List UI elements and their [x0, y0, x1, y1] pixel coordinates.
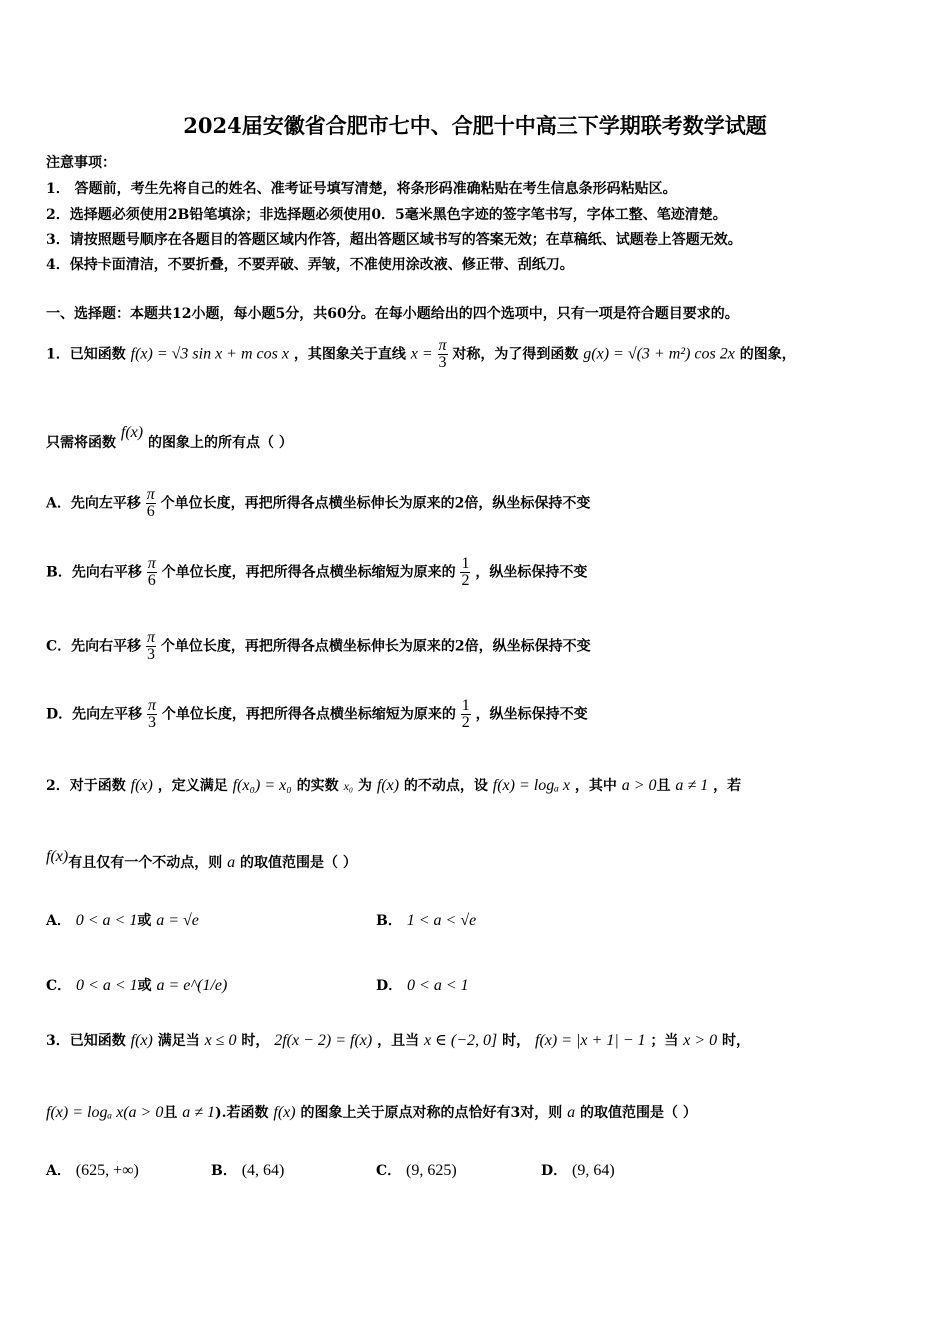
notice-item-4: 4．保持卡面清洁，不要折叠，不要弄破、弄皱，不准使用涂改液、修正带、刮纸刀。 — [46, 257, 574, 273]
q2-fx: f(x) — [130, 777, 153, 794]
q3-option-d[interactable]: D． (9, 64) — [541, 1162, 615, 1179]
q1-line: x = — [410, 345, 433, 363]
question-1-line-2 — [46, 424, 293, 452]
q1-function-g: g(x) = √(3 + m²) cos 2x — [583, 345, 735, 363]
q1-line-fraction: $\frac{\pi}{3}$ — [438, 337, 447, 371]
q1-option-d[interactable]: D．先向左平移 $\frac{\pi}{3}$ 个单位长度，再把所得各点横坐标缩短为原来的 $\frac{1}{2}$ ，纵坐标保持不变 — [46, 697, 588, 731]
q1-text-3: 对称，为了得到函数 — [452, 346, 579, 363]
notice-heading: 注意事项： — [46, 155, 116, 171]
q1-text-5: 只需将函数 — [46, 435, 116, 451]
q2-x0: x₀ — [343, 779, 354, 793]
q2-flog: f(x) = logₐ x — [492, 777, 570, 794]
q2-option-b[interactable]: B． 1 < a < √e — [376, 912, 477, 929]
question-3: 3．已知函数 f(x) 满足当 x ≤ 0 时， 2f(x − 2) = f(x) ，且当 x ∈ (−2, 0] 时， f(x) = |x + 1| − 1 ；当 x > 0 时， — [46, 1032, 751, 1049]
q2-option-a[interactable]: A． 0 < a < 1或 a = √e — [46, 912, 199, 929]
q1-option-c[interactable]: C．先向右平移 $\frac{\pi}{3}$ 个单位长度，再把所得各点横坐标伸长为原来的2倍，纵坐标保持不变 — [46, 629, 591, 663]
question-2-line-2: f(x)有且仅有一个不动点，则 a 的取值范围是（ ） — [46, 848, 357, 871]
notice-item-2: 2．选择题必须使用2B铅笔填涂；非选择题必须使用0．5毫米黑色字迹的签字笔书写，字体工整、笔迹清楚。 — [46, 207, 727, 223]
question-3-line-2: f(x) = logₐ x(a > 0且 a ≠ 1).若函数 f(x) 的图象上关于原点对称的点恰好有3对，则 a 的取值范围是（ ） — [46, 1104, 697, 1121]
q3-option-c[interactable]: C． (9, 625) — [376, 1162, 457, 1179]
q2-fx0: f(x₀) = x₀ — [232, 777, 292, 794]
page-title: 2024届安徽省合肥市七中、合肥十中高三下学期联考数学试题 — [183, 113, 767, 138]
q1-option-b[interactable]: B．先向右平移 $\frac{\pi}{6}$ 个单位长度，再把所得各点横坐标缩短为原来的 $\frac{1}{2}$ ，纵坐标保持不变 — [46, 555, 588, 589]
question-2: 2．对于函数 f(x) ，定义满足 f(x₀) = x₀ 的实数 x₀ 为 f(x) 的不动点，设 f(x) = logₐ x ，其中 a > 0且 a ≠ 1 ，若 — [46, 777, 742, 794]
section-heading: 一、选择题：本题共12小题，每小题5分，共60分。在每小题给出的四个选项中，只有一项是符合题目要求的。 — [46, 306, 739, 322]
q1-fx: f(x) — [120, 424, 144, 441]
q1-text-1: 1．已知函数 — [46, 346, 126, 363]
notice-item-3: 3．请按照题号顺序在各题目的答题区域内作答，超出答题区域书写的答案无效；在草稿纸、试题卷上答题无效。 — [46, 232, 742, 248]
q3-option-a[interactable]: A． (625, +∞) — [46, 1162, 139, 1179]
q1-option-a[interactable]: A．先向左平移 $\frac{\pi}{6}$ 个单位长度，再把所得各点横坐标伸长为原来的2倍，纵坐标保持不变 — [46, 486, 591, 520]
q1-text-2: ，其图象关于直线 — [293, 346, 406, 363]
q1-text-6: 的图象上的所有点（ ） — [147, 435, 293, 451]
q1-text-4: 的图象， — [739, 346, 796, 363]
q2-option-d[interactable]: D． 0 < a < 1 — [376, 977, 469, 994]
q1-function-f: f(x) = √3 sin x + m cos x — [130, 345, 289, 363]
notice-item-1: 1． 答题前，考生先将自己的姓名、准考证号填写清楚，将条形码准确粘贴在考生信息条形码粘贴区。 — [46, 181, 677, 197]
question-1 — [46, 338, 796, 371]
q2-option-c[interactable]: C． 0 < a < 1或 a = e^(1/e) — [46, 977, 228, 994]
q3-option-b[interactable]: B． (4, 64) — [211, 1162, 285, 1179]
